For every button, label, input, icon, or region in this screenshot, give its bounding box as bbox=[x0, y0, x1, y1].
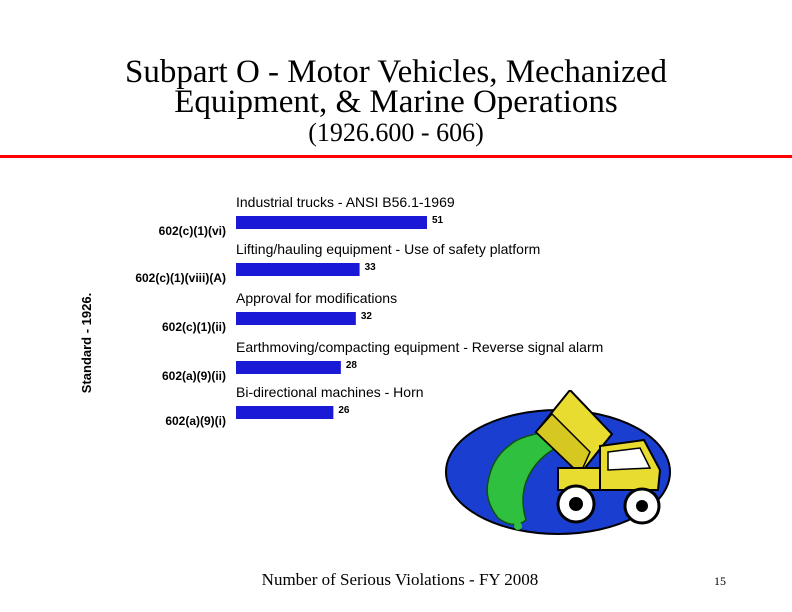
bar bbox=[236, 216, 427, 229]
bar bbox=[236, 312, 356, 325]
chart-y-axis-label: Standard - 1926. bbox=[79, 292, 94, 394]
bar bbox=[236, 263, 360, 276]
bar-description: Industrial trucks - ANSI B56.1-1969 bbox=[236, 194, 455, 210]
bar-value-label: 33 bbox=[364, 262, 376, 273]
bar bbox=[236, 406, 333, 419]
chart-x-axis-label: Number of Serious Violations - FY 2008 bbox=[261, 570, 539, 589]
bar-value-label: 28 bbox=[345, 360, 357, 371]
category-label: 602(a)(9)(ii) bbox=[161, 369, 226, 383]
slide-subtitle: (1926.600 - 606) bbox=[308, 118, 484, 147]
page-number: 15 bbox=[714, 574, 726, 588]
bar-description: Earthmoving/compacting equipment - Reverse signal alarm bbox=[236, 339, 604, 355]
category-label: 602(a)(9)(i) bbox=[165, 414, 226, 428]
bar-value-label: 26 bbox=[338, 405, 350, 416]
category-label: 602(c)(1)(viii)(A) bbox=[135, 271, 226, 285]
dump-truck-icon bbox=[440, 390, 680, 550]
bar-value-label: 32 bbox=[360, 311, 372, 322]
slide-title-line1: Subpart O - Motor Vehicles, Mechanized bbox=[125, 54, 667, 90]
category-label: 602(c)(1)(vi) bbox=[158, 224, 226, 238]
slide-title-line2: Equipment, & Marine Operations bbox=[174, 84, 618, 120]
bar-description: Lifting/hauling equipment - Use of safety platform bbox=[236, 241, 541, 257]
bar-description: Bi-directional machines - Horn bbox=[236, 384, 424, 400]
bar-value-label: 51 bbox=[432, 215, 444, 226]
category-label: 602(c)(1)(ii) bbox=[161, 320, 226, 334]
bar bbox=[236, 361, 341, 374]
bar-description: Approval for modifications bbox=[236, 290, 398, 306]
